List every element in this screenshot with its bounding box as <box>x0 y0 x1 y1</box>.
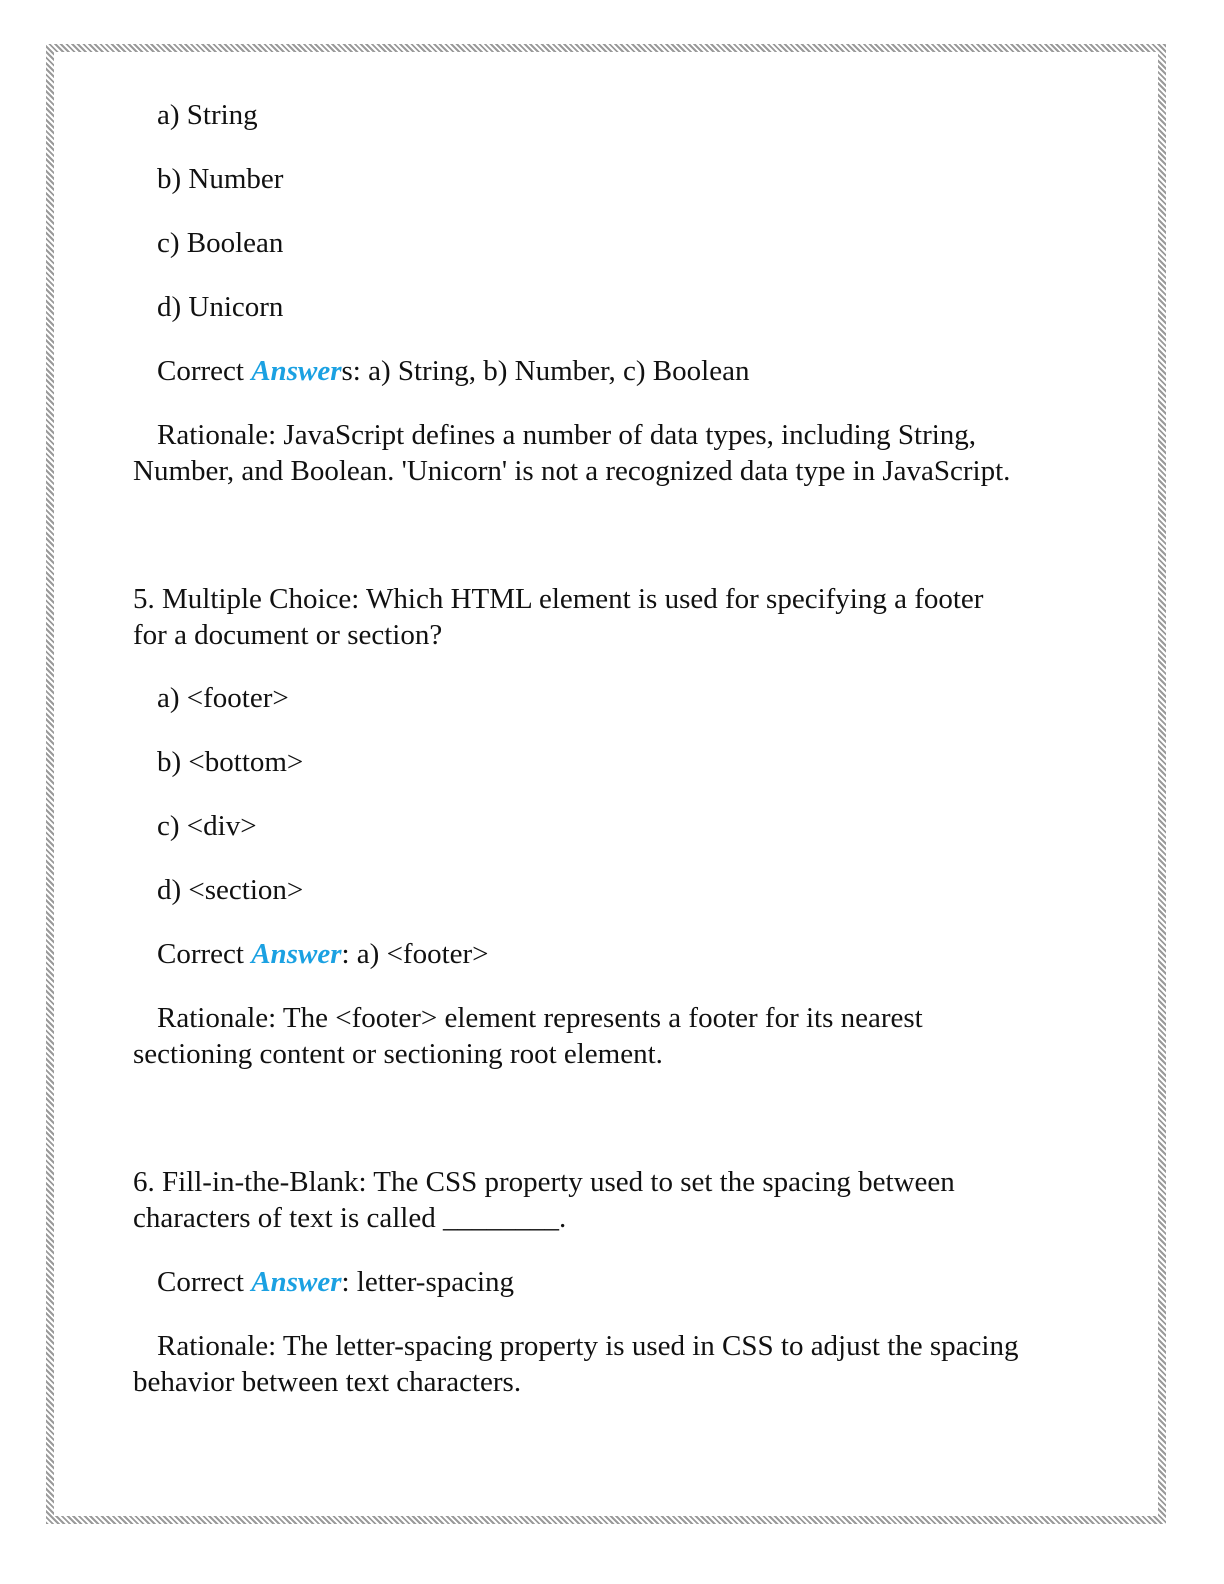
answer-suffix: : a) <footer> <box>341 938 489 970</box>
answer-highlight: Answer <box>251 1266 342 1298</box>
q4-option-c: c) Boolean <box>157 227 284 259</box>
q5-option-a: a) <footer> <box>157 682 289 714</box>
q5-option-d: d) <section> <box>157 874 304 906</box>
answer-highlight: Answer <box>251 355 342 387</box>
q4-rationale-line2: Number, and Boolean. 'Unicorn' is not a recognized data type in JavaScript. <box>133 455 1011 487</box>
answer-suffix: : letter-spacing <box>341 1266 515 1298</box>
answer-prefix: Correct <box>157 355 252 387</box>
q6-correct-answer <box>157 1264 514 1300</box>
q6-question-line1: 6. Fill-in-the-Blank: The CSS property used to set the spacing between <box>133 1166 955 1198</box>
answer-suffix: s: a) String, b) Number, c) Boolean <box>341 355 750 387</box>
answer-prefix: Correct <box>157 1266 252 1298</box>
q4-correct-answer <box>157 353 749 389</box>
answer-prefix: Correct <box>157 938 252 970</box>
q4-option-d: d) Unicorn <box>157 291 284 323</box>
q5-rationale-line2: sectioning content or sectioning root element. <box>133 1038 663 1070</box>
q5-rationale-line1: Rationale: The <footer> element represents a footer for its nearest <box>157 1002 923 1034</box>
q6-rationale-line1: Rationale: The letter-spacing property is used in CSS to adjust the spacing <box>157 1330 1019 1362</box>
q4-option-a: a) String <box>157 99 258 131</box>
q4-option-b: b) Number <box>157 163 284 195</box>
q6-question-line2: characters of text is called ________. <box>133 1202 567 1234</box>
q6-rationale-line2: behavior between text characters. <box>133 1366 522 1398</box>
q5-option-c: c) <div> <box>157 810 257 842</box>
q5-question-line2: for a document or section? <box>133 619 443 651</box>
q5-correct-answer <box>157 936 489 972</box>
q5-option-b: b) <bottom> <box>157 746 304 778</box>
q4-rationale-line1: Rationale: JavaScript defines a number of data types, including String, <box>157 419 977 451</box>
answer-highlight: Answer <box>251 938 342 970</box>
q5-question-line1: 5. Multiple Choice: Which HTML element is used for specifying a footer <box>133 583 984 615</box>
